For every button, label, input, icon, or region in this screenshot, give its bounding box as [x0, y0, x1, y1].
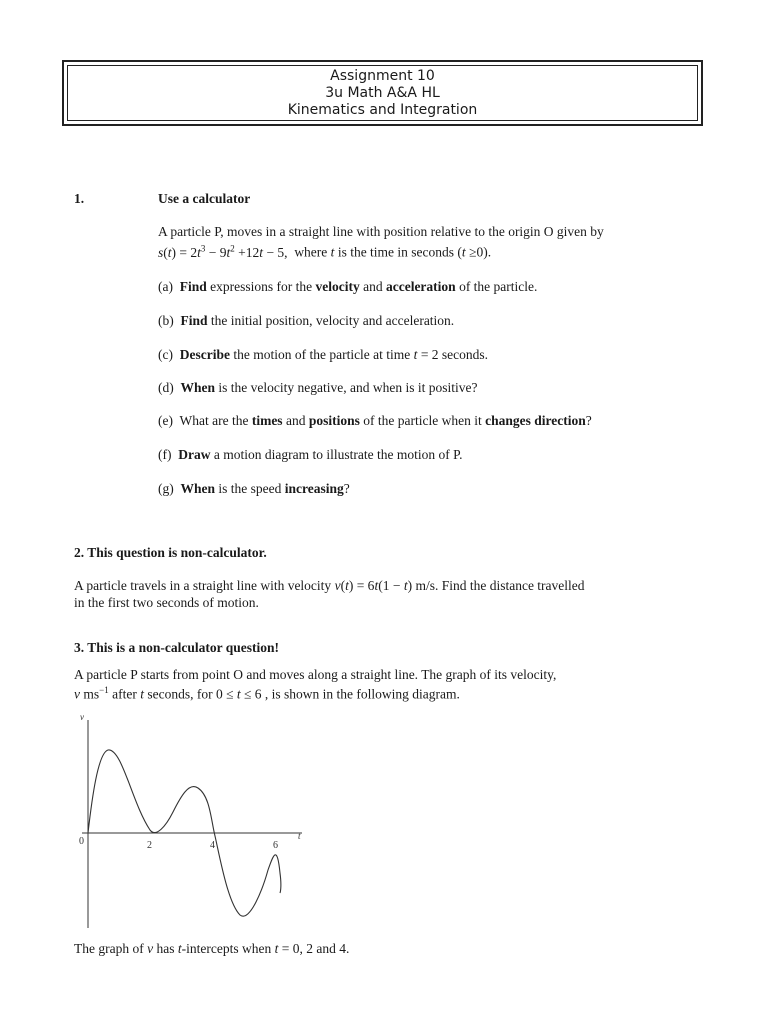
- velocity-graph: [70, 708, 320, 933]
- t-axis-label: t: [298, 831, 301, 841]
- header-line-1: Assignment 10: [330, 67, 435, 84]
- q2-line2: in the first two seconds of motion.: [74, 595, 259, 610]
- q1-intro-line2: $s(t) = 2t^3 - 9t^2 +12t - 5$, where t is the time in seconds (t ≥0).: [158, 243, 492, 260]
- q1-part-f: (f) Draw a motion diagram to illustrate the motion of P.: [158, 447, 463, 462]
- q3-line1: A particle P starts from point O and moves along a straight line. The graph of its velocity,: [74, 667, 557, 682]
- header-line-3: Kinematics and Integration: [287, 101, 478, 118]
- q1-part-g: (g) When is the speed increasing?: [158, 481, 350, 496]
- assignment-header-inner: [67, 65, 698, 121]
- tick-label-4: 4: [210, 840, 215, 851]
- q1-part-b: (b) Find the initial position, velocity and acceleration.: [158, 313, 455, 328]
- assignment-header: [62, 60, 703, 126]
- q2-title: 2. This question is non-calculator.: [74, 545, 267, 560]
- header-line-2: 3u Math A&A HL: [325, 84, 440, 101]
- tick-label-6: 6: [273, 840, 278, 851]
- q3-title: 3. This is a non-calculator question!: [74, 640, 280, 655]
- q2-line1: A particle travels in a straight line with velocity v(t) = 6t(1 − t) m/s. Find the distance travelled: [74, 578, 585, 593]
- q1-formula: $s(t) = 2t^3 - 9t^2 +12t - 5$,: [158, 243, 288, 260]
- q1-title: Use a calculator: [158, 191, 251, 206]
- v-axis-label: v: [80, 712, 84, 722]
- q1-part-e: (e) What are the times and positions of the particle when it changes direction?: [158, 413, 592, 428]
- q1-part-d: (d) When is the velocity negative, and when is it positive?: [158, 380, 478, 395]
- q1-number: 1.: [74, 191, 85, 206]
- q3-closing: The graph of v has t-intercepts when t = 0, 2 and 4.: [74, 941, 350, 956]
- tick-label-0: 0: [79, 836, 84, 847]
- q3-line2: v $ms^{-1}$ after t seconds, for 0 ≤ t ≤ 6 , is shown in the following diagram.: [74, 685, 460, 702]
- tick-label-2: 2: [147, 840, 152, 851]
- q1-intro-line1: A particle P, moves in a straight line with position relative to the origin O given by: [158, 224, 604, 239]
- q1-part-a: (a) Find expressions for the velocity and acceleration of the particle.: [158, 279, 538, 294]
- q1-part-c: (c) Describe the motion of the particle at time t = 2 seconds.: [158, 347, 489, 362]
